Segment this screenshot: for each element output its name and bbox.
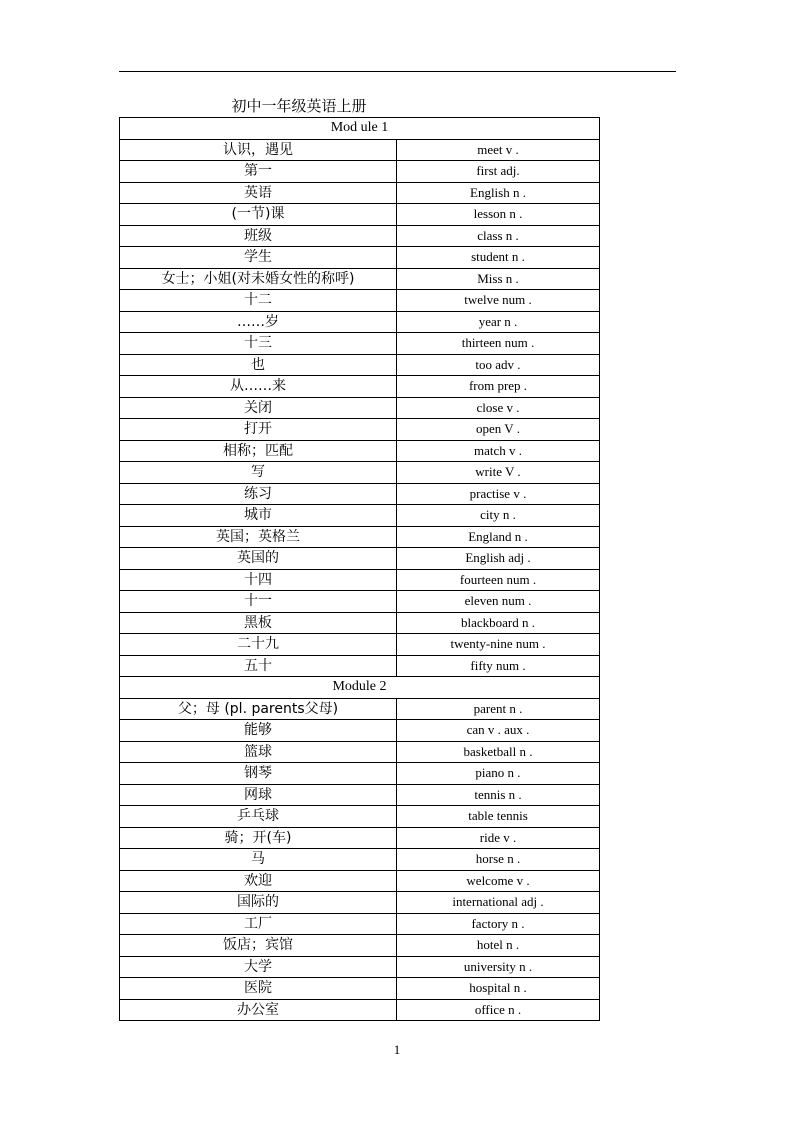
vocab-row: [120, 913, 600, 935]
chinese-meaning: 第一: [120, 161, 397, 183]
english-word: can v . aux .: [397, 720, 600, 742]
english-word: twenty-nine num .: [397, 634, 600, 656]
english-word: factory n .: [397, 913, 600, 935]
vocab-row: [120, 483, 600, 505]
chinese-meaning: 班级: [120, 225, 397, 247]
chinese-meaning: 工厂: [120, 913, 397, 935]
vocab-row: [120, 935, 600, 957]
english-word: tennis n .: [397, 784, 600, 806]
module-header-row: [120, 677, 600, 699]
english-word: fourteen num .: [397, 569, 600, 591]
english-word: year n .: [397, 311, 600, 333]
vocab-row: [120, 741, 600, 763]
chinese-meaning: 欢迎: [120, 870, 397, 892]
chinese-meaning: 练习: [120, 483, 397, 505]
english-word: from prep .: [397, 376, 600, 398]
english-word: English adj .: [397, 548, 600, 570]
chinese-meaning: 饭店；宾馆: [120, 935, 397, 957]
chinese-meaning: 英国的: [120, 548, 397, 570]
english-word: English n .: [397, 182, 600, 204]
chinese-meaning: 二十九: [120, 634, 397, 656]
vocab-row: [120, 268, 600, 290]
chinese-meaning: 篮球: [120, 741, 397, 763]
chinese-meaning: 学生: [120, 247, 397, 269]
header-rule: [119, 71, 676, 72]
english-word: university n .: [397, 956, 600, 978]
vocab-row: [120, 999, 600, 1021]
english-word: too adv .: [397, 354, 600, 376]
chinese-meaning: 相称；匹配: [120, 440, 397, 462]
vocab-row: [120, 354, 600, 376]
vocab-row: [120, 290, 600, 312]
english-word: fifty num .: [397, 655, 600, 677]
english-word: basketball n .: [397, 741, 600, 763]
english-word: welcome v .: [397, 870, 600, 892]
page-number: 1: [393, 1042, 401, 1057]
english-word: table tennis: [397, 806, 600, 828]
chinese-meaning: 乒乓球: [120, 806, 397, 828]
chinese-meaning: 写: [120, 462, 397, 484]
chinese-meaning: 城市: [120, 505, 397, 527]
english-word: class n .: [397, 225, 600, 247]
english-word: practise v .: [397, 483, 600, 505]
vocabulary-table: [119, 117, 600, 1021]
module-header-row: [120, 118, 600, 140]
vocab-row: [120, 569, 600, 591]
chinese-meaning: 骑；开(车): [120, 827, 397, 849]
chinese-meaning: 医院: [120, 978, 397, 1000]
vocab-row: [120, 849, 600, 871]
vocab-row: [120, 763, 600, 785]
vocab-row: [120, 505, 600, 527]
chinese-meaning: 从……来: [120, 376, 397, 398]
english-word: blackboard n .: [397, 612, 600, 634]
chinese-meaning: 女士；小姐(对未婚女性的称呼): [120, 268, 397, 290]
module-title: Mod ule 1: [120, 118, 600, 140]
chinese-meaning: 黑板: [120, 612, 397, 634]
chinese-meaning: 英语: [120, 182, 397, 204]
vocab-row: [120, 397, 600, 419]
english-word: first adj.: [397, 161, 600, 183]
english-word: thirteen num .: [397, 333, 600, 355]
vocab-row: [120, 612, 600, 634]
chinese-meaning: 十四: [120, 569, 397, 591]
chinese-meaning: 英国；英格兰: [120, 526, 397, 548]
vocab-row: [120, 548, 600, 570]
english-word: hospital n .: [397, 978, 600, 1000]
vocab-row: [120, 333, 600, 355]
vocab-row: [120, 892, 600, 914]
vocab-row: [120, 720, 600, 742]
chinese-meaning: 马: [120, 849, 397, 871]
english-word: Miss n .: [397, 268, 600, 290]
vocab-row: [120, 225, 600, 247]
vocab-row: [120, 311, 600, 333]
vocab-row: [120, 139, 600, 161]
chinese-meaning: 父；母 (pl. parents父母): [120, 698, 397, 720]
english-word: twelve num .: [397, 290, 600, 312]
english-word: write V .: [397, 462, 600, 484]
chinese-meaning: 十三: [120, 333, 397, 355]
vocab-row: [120, 526, 600, 548]
vocab-row: [120, 204, 600, 226]
english-word: ride v .: [397, 827, 600, 849]
vocab-row: [120, 698, 600, 720]
chinese-meaning: ……岁: [120, 311, 397, 333]
english-word: parent n .: [397, 698, 600, 720]
vocab-row: [120, 634, 600, 656]
chinese-meaning: 五十: [120, 655, 397, 677]
english-word: city n .: [397, 505, 600, 527]
english-word: horse n .: [397, 849, 600, 871]
chinese-meaning: 网球: [120, 784, 397, 806]
vocab-row: [120, 376, 600, 398]
document-title: 初中一年级英语上册: [231, 97, 367, 115]
english-word: close v .: [397, 397, 600, 419]
vocab-row: [120, 784, 600, 806]
vocab-row: [120, 440, 600, 462]
chinese-meaning: 认识，遇见: [120, 139, 397, 161]
chinese-meaning: (一节)课: [120, 204, 397, 226]
chinese-meaning: 国际的: [120, 892, 397, 914]
vocab-row: [120, 655, 600, 677]
english-word: England n .: [397, 526, 600, 548]
chinese-meaning: 办公室: [120, 999, 397, 1021]
vocab-row: [120, 247, 600, 269]
english-word: meet v .: [397, 139, 600, 161]
vocab-row: [120, 870, 600, 892]
english-word: match v .: [397, 440, 600, 462]
module-title: Module 2: [120, 677, 600, 699]
vocab-row: [120, 978, 600, 1000]
vocab-row: [120, 161, 600, 183]
english-word: piano n .: [397, 763, 600, 785]
vocab-row: [120, 956, 600, 978]
english-word: office n .: [397, 999, 600, 1021]
chinese-meaning: 关闭: [120, 397, 397, 419]
chinese-meaning: 大学: [120, 956, 397, 978]
english-word: international adj .: [397, 892, 600, 914]
vocab-row: [120, 827, 600, 849]
chinese-meaning: 钢琴: [120, 763, 397, 785]
vocab-row: [120, 806, 600, 828]
english-word: eleven num .: [397, 591, 600, 613]
chinese-meaning: 也: [120, 354, 397, 376]
chinese-meaning: 能够: [120, 720, 397, 742]
vocab-row: [120, 591, 600, 613]
vocab-row: [120, 462, 600, 484]
english-word: open V .: [397, 419, 600, 441]
chinese-meaning: 打开: [120, 419, 397, 441]
vocab-row: [120, 419, 600, 441]
english-word: student n .: [397, 247, 600, 269]
english-word: hotel n .: [397, 935, 600, 957]
vocab-row: [120, 182, 600, 204]
english-word: lesson n .: [397, 204, 600, 226]
chinese-meaning: 十一: [120, 591, 397, 613]
chinese-meaning: 十二: [120, 290, 397, 312]
